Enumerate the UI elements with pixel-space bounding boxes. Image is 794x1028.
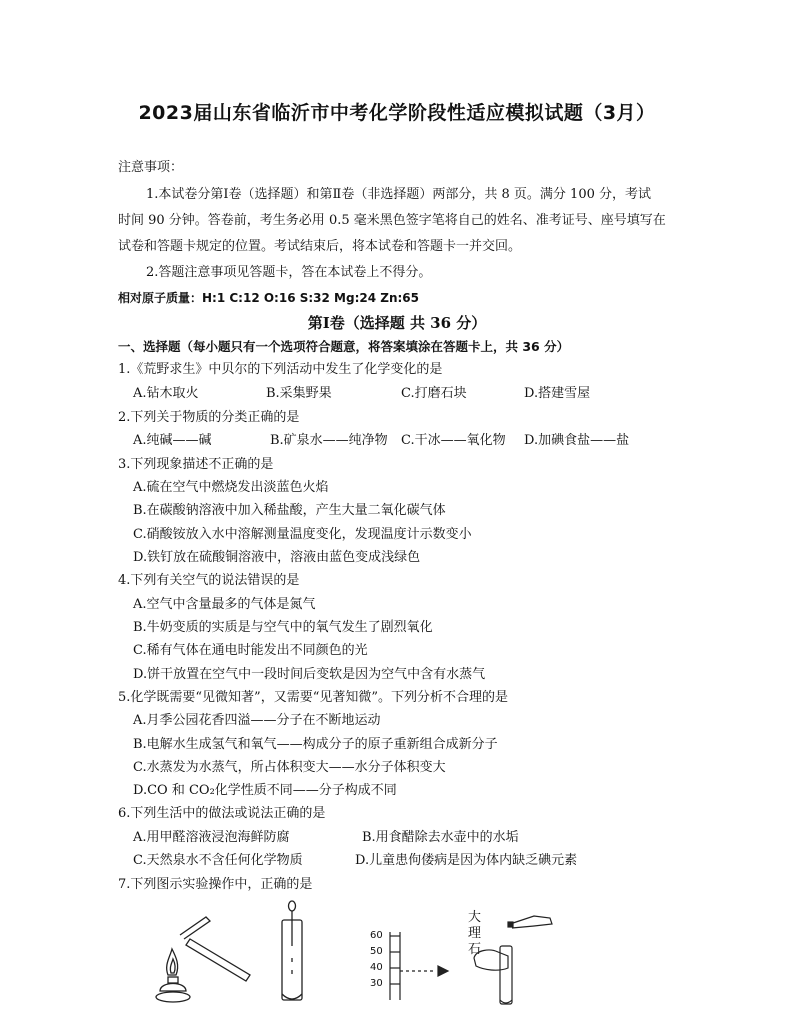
notice-heading: 注意事项： [118,160,184,175]
q6-option-c: C.天然泉水不含任何化学物质 [133,853,303,868]
q4-option-d: D.饼干放置在空气中一段时间后变软是因为空气中含有水蒸气 [133,667,486,682]
q3-option-d: D.铁钉放在硫酸铜溶液中，溶液由蓝色变成浅绿色 [133,550,421,565]
q1-stem: 1.《荒野求生》中贝尔的下列活动中发生了化学变化的是 [118,362,443,377]
q2-option-c: C.干冰——氧化物 [401,433,506,448]
q1-option-a: A.钻木取火 [133,386,199,401]
cylinder-tick-40: 40 [370,962,383,973]
q2-option-d: D.加碘食盐——盐 [524,433,630,448]
page-title: 2023届山东省临沂市中考化学阶段性适应模拟试题（3月） [138,102,656,124]
q5-stem: 5.化学既需要“见微知著”，又需要“见著知微”。下列分析不合理的是 [118,690,508,705]
notice-paragraph-1-line-3: 试卷和答题卡规定的位置。考试结束后，将本试卷和答题卡一并交回。 [118,239,522,254]
notice-paragraph-1-line-1: 1.本试卷分第Ⅰ卷（选择题）和第Ⅱ卷（非选择题）两部分，共 8 页。满分 100 分，考试 [146,187,651,202]
q2-option-b: B.矿泉水——纯净物 [270,433,388,448]
q4-stem: 4.下列有关空气的说法错误的是 [118,573,300,588]
marble-label-2: 理 [468,926,482,941]
q4-option-a: A.空气中含量最多的气体是氮气 [133,597,316,612]
section-title: 第Ⅰ卷（选择题 共 36 分） [307,314,487,332]
q3-option-c: C.硝酸铵放入水中溶解测量温度变化，发现温度计示数变小 [133,527,472,542]
q1-option-b: B.采集野果 [266,386,332,401]
q4-option-b: B.牛奶变质的实质是与空气中的氧气发生了剧烈氧化 [133,620,433,635]
q4-option-c: C.稀有气体在通电时能发出不同颜色的光 [133,643,368,658]
q2-stem: 2.下列关于物质的分类正确的是 [118,410,300,425]
q3-option-a: A.硫在空气中燃烧发出淡蓝色火焰 [133,480,329,495]
figure-d-marble-test-tube [464,906,564,1006]
marble-label-1: 大 [468,910,482,925]
notice-paragraph-1-line-2: 时间 90 分钟。答卷前，考生务必用 0.5 毫米黑色签字笔将自己的姓名、准考证号、座号填写在 [118,213,666,228]
q1-option-d: D.搭建雪屋 [524,386,591,401]
q5-option-b: B.电解水生成氢气和氧气——构成分子的原子重新组合成新分子 [133,737,498,752]
q6-option-d: D.儿童患佝偻病是因为体内缺乏碘元素 [355,853,578,868]
q5-option-c: C.水蒸发为水蒸气，所占体积变大——水分子体积变大 [133,760,446,775]
q6-stem: 6.下列生活中的做法或说法正确的是 [118,806,326,821]
marble-tube-drawing [464,906,564,1006]
q5-option-a: A.月季公园花香四溢——分子在不断地运动 [133,713,381,728]
notice-paragraph-2: 2.答题注意事项见答题卡，答在本试卷上不得分。 [146,265,432,280]
q6-option-b: B.用食醋除去水壶中的水垢 [362,830,519,845]
q3-option-b: B.在碳酸钠溶液中加入稀盐酸，产生大量二氧化碳气体 [133,503,446,518]
q6-option-a: A.用甲醛溶液浸泡海鲜防腐 [133,830,290,845]
q3-stem: 3.下列现象描述不正确的是 [118,457,274,472]
figure-a-heating-test-tube [150,905,270,1005]
atomic-masses: 相对原子质量：H:1 C:12 O:16 S:32 Mg:24 Zn:65 [118,291,419,305]
q2-option-a: A.纯碱——碱 [133,433,212,448]
part-heading: 一、选择题（每小题只有一个选项符合题意，将答案填涂在答题卡上，共 36 分） [118,339,570,354]
cylinder-tick-30: 30 [370,978,383,989]
marble-label-3: 石 [468,942,482,957]
figure-c-reading-cylinder [364,930,459,1000]
q1-option-c: C.打磨石块 [401,386,467,401]
q7-stem: 7.下列图示实验操作中，正确的是 [118,877,313,892]
cylinder-tick-50: 50 [370,946,383,957]
cylinder-tick-60: 60 [370,930,383,941]
figure-b-dropper-test-tube [272,898,312,1008]
q5-option-d: D.CO 和 CO₂化学性质不同——分子构成不同 [133,783,397,798]
